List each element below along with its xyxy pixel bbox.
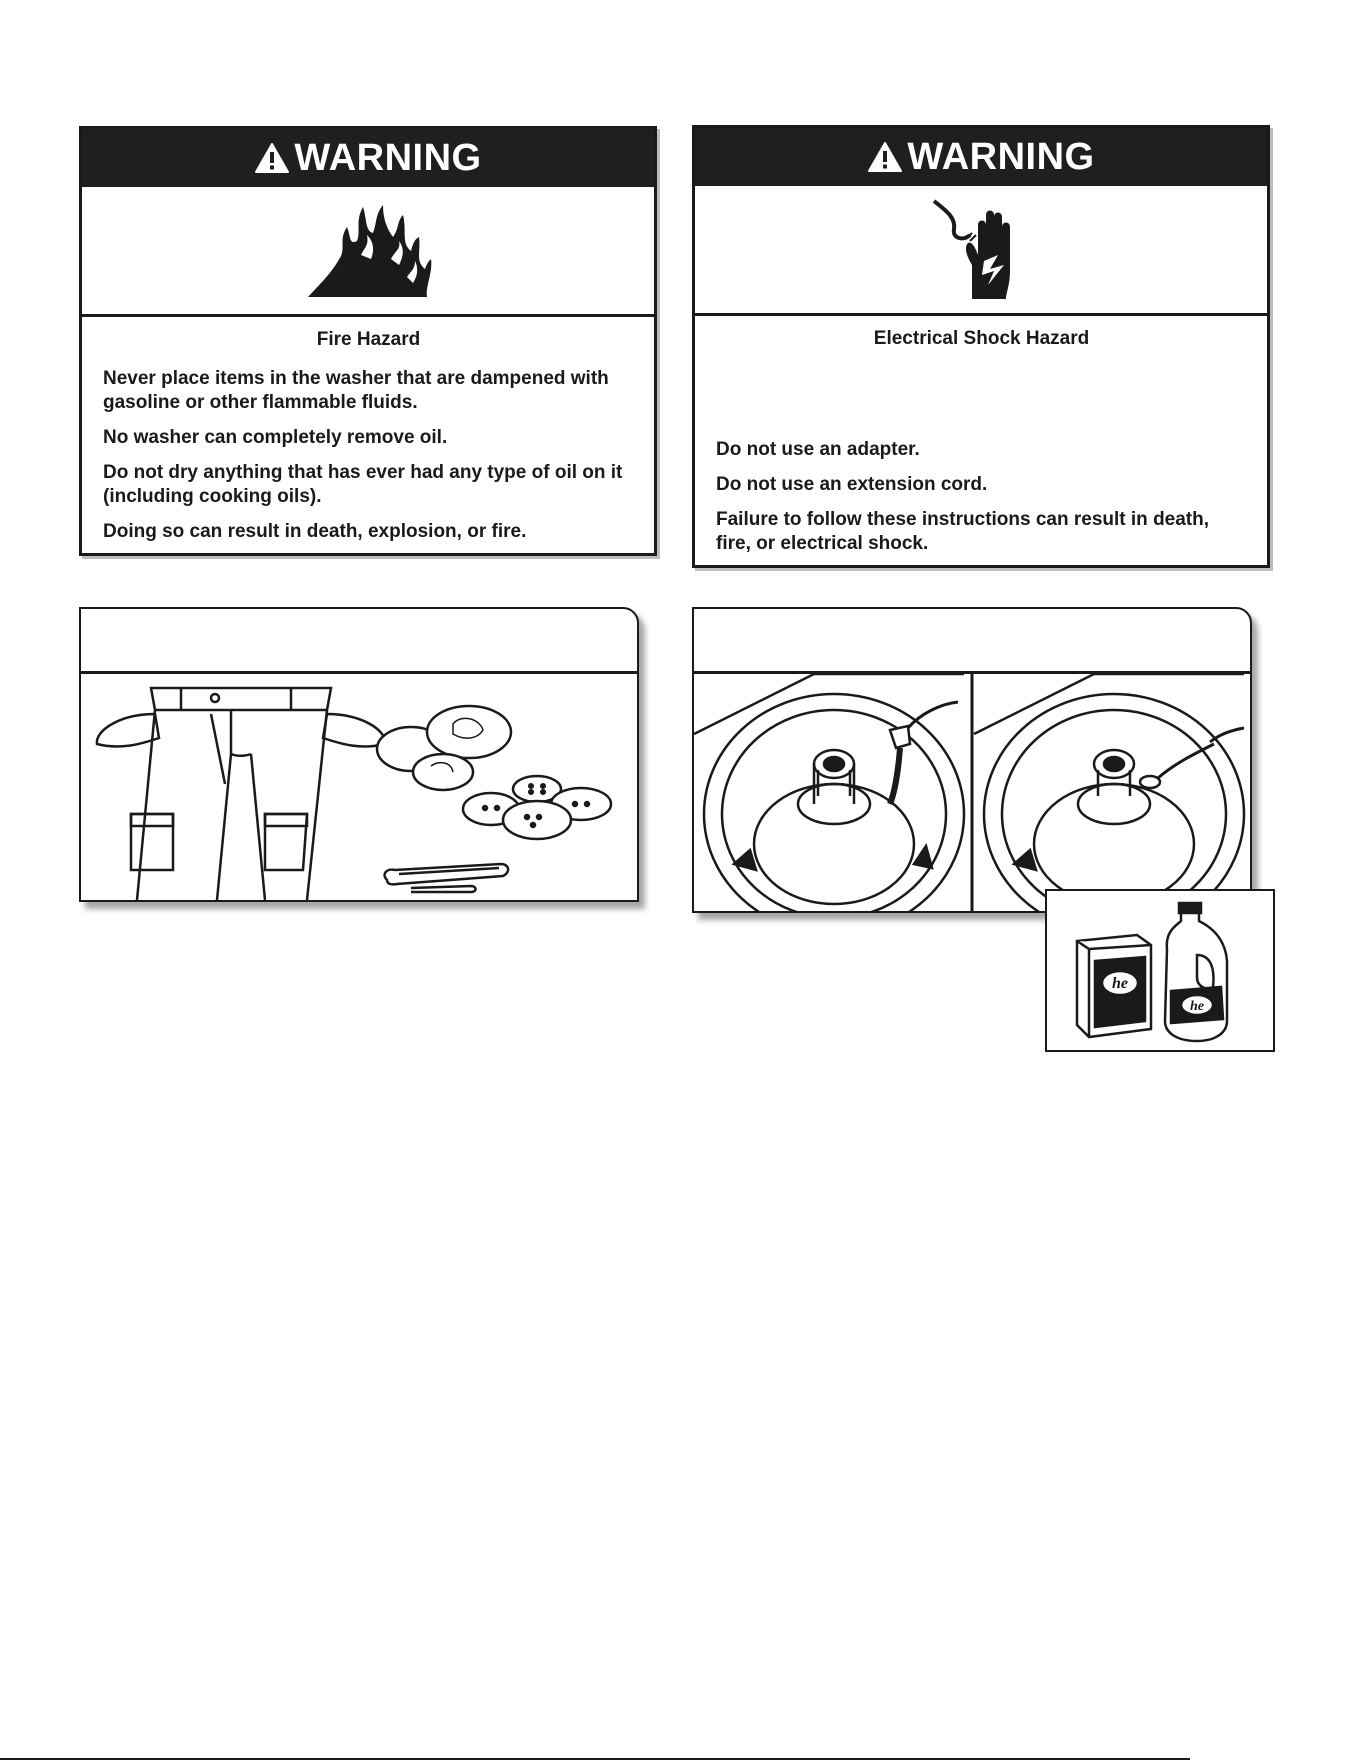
warning-line: Never place items in the washer that are dampened with gasoline or other flammable fluids. <box>103 368 609 413</box>
washer-tub-icon <box>694 674 964 911</box>
pants-coins-buttons-illustration <box>81 674 637 900</box>
hazard-title: Electrical Shock Hazard <box>873 328 1090 349</box>
warning-body <box>695 316 1267 579</box>
fire-icon <box>303 201 433 301</box>
warning-header <box>695 128 1267 186</box>
alert-triangle-icon <box>867 141 903 173</box>
panel-header <box>81 609 637 674</box>
warning-line: Do not use an extension cord. <box>716 474 988 495</box>
washer-detergent-illustration <box>694 674 1250 911</box>
he-detergent-illustration <box>1047 891 1273 1050</box>
footer-rule <box>0 1758 1190 1760</box>
warning-line: Do not dry anything that has ever had any type of oil on it (including cooking oils). <box>103 462 623 507</box>
shock-icon-band <box>695 186 1267 316</box>
warning-header-text: WARNING <box>294 136 482 179</box>
warning-line: Doing so can result in death, explosion, or fire. <box>103 521 527 542</box>
empty-pockets-panel <box>79 607 639 902</box>
shock-hand-icon <box>926 195 1036 305</box>
he-detergent-inset <box>1045 889 1275 1052</box>
panel-illustration <box>694 674 1250 911</box>
he-bottle-label: he <box>1190 999 1204 1014</box>
hazard-title: Fire Hazard <box>316 329 421 350</box>
buttons-icon <box>463 776 611 839</box>
washer-tub-icon <box>974 674 1244 911</box>
safety-pins-icon <box>385 864 509 892</box>
he-box-label: he <box>1112 975 1128 992</box>
he-liquid-bottle-icon <box>1165 903 1227 1041</box>
panel-header <box>694 609 1250 674</box>
warning-line: Failure to follow these instructions can result in death, fire, or electrical shock. <box>716 509 1210 554</box>
fire-icon-band <box>82 187 654 317</box>
warning-header <box>82 129 654 187</box>
alert-triangle-icon <box>254 142 290 174</box>
pants-icon <box>97 688 385 900</box>
panel-illustration <box>81 674 637 900</box>
warning-header-text: WARNING <box>907 135 1095 178</box>
warning-body <box>82 317 654 567</box>
shock-hazard-warning <box>692 125 1270 568</box>
warning-line: Do not use an adapter. <box>716 439 920 460</box>
warning-line: No washer can completely remove oil. <box>103 427 448 448</box>
fire-hazard-warning <box>79 126 657 556</box>
add-detergent-panel <box>692 607 1252 913</box>
coins-icon <box>377 706 511 790</box>
